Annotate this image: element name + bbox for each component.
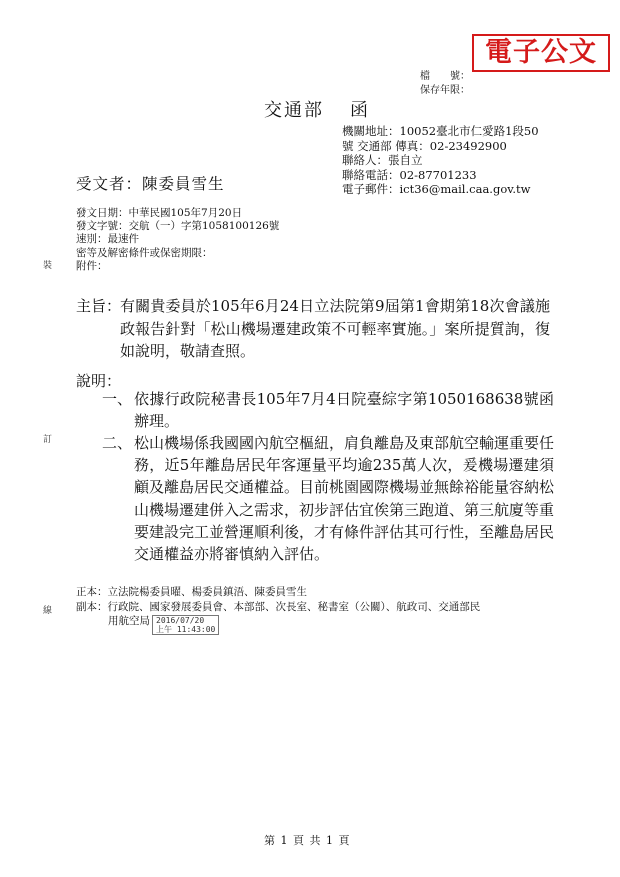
dispatch-meta bbox=[76, 207, 279, 273]
copy-recipients-label: 副本： bbox=[76, 601, 108, 613]
document-title bbox=[264, 96, 370, 122]
subject-text: 有關貴委員於105年6月24日立法院第9屆第1會期第18次會議施政報告針對「松山機場遷建政策不可輕率實施。」案所提質詢，復如說明，敬請查照。 bbox=[120, 297, 550, 360]
explanation-item-text: 松山機場係我國國內航空樞紐，肩負離島及東部航空輸運重要任務，近5年離島居民年客運量平均逾235萬人次，爰機場遷建須顧及離島居民交通權益。目前桃園國際機場並無餘裕能量容納松山機場遷建併入之需求，初步評估宜俟第三跑道、第三航廈等重要建設完工並營運順利後，才有條件評估其可行性，至離島居民交通權益亦將審慎納入評估。 bbox=[134, 434, 555, 564]
explanation-item-number: 一、 bbox=[102, 390, 133, 408]
explanation-item-number: 二、 bbox=[102, 434, 133, 452]
contact-phone: 聯絡電話：02-87701233 bbox=[342, 167, 477, 182]
contact-email: 電子郵件：ict36@mail.caa.gov.tw bbox=[342, 182, 531, 197]
explanation-label: 說明： bbox=[76, 372, 122, 390]
secrecy-level: 密等及解密條件或保密期限： bbox=[76, 246, 213, 259]
contact-person: 聯絡人：張自立 bbox=[342, 153, 423, 168]
copy-recipients-text: 行政院、國家發展委員會、本部部、次長室、秘書室（公關）、航政司、交通部民 bbox=[107, 601, 481, 613]
title-organization: 交通部 bbox=[264, 100, 324, 121]
dispatch-reference-number: 發文字號：交航（一）字第1058100126號 bbox=[76, 220, 280, 233]
subject-label: 主旨： bbox=[76, 297, 122, 315]
explanation-item bbox=[102, 432, 562, 572]
agency-address: 機關地址：10052臺北市仁愛路1段50 bbox=[342, 124, 539, 138]
binding-mark-xian: 線 bbox=[43, 606, 53, 616]
main-recipients-text: 立法院楊委員曜、楊委員鎮浯、陳委員雪生 bbox=[107, 586, 307, 598]
copy-recipients bbox=[76, 601, 480, 615]
delivery-speed: 速別：最速件 bbox=[76, 233, 139, 246]
copy-recipients-continued bbox=[108, 615, 219, 635]
title-document-type: 函 bbox=[350, 100, 370, 121]
binding-mark-ding: 訂 bbox=[43, 435, 53, 445]
copy-recipients-text-continued: 用航空局 bbox=[108, 615, 150, 627]
file-number-label: 檔 號： bbox=[420, 71, 470, 82]
main-recipients bbox=[76, 586, 307, 600]
received-date-stamp bbox=[152, 615, 219, 635]
agency-fax: 號 交通部 傳真：02-23492900 bbox=[342, 138, 507, 153]
attachment: 附件： bbox=[76, 259, 108, 272]
electronic-document-stamp: 電子公文 bbox=[472, 34, 610, 72]
page-number: 第 1 頁 共 1 頁 bbox=[264, 834, 351, 847]
retention-period-label: 保存年限： bbox=[420, 85, 470, 96]
received-time: 上午 11:43:00 bbox=[156, 625, 216, 634]
contact-block bbox=[342, 124, 539, 197]
explanation-item bbox=[102, 388, 562, 434]
binding-mark-zhuang: 裝 bbox=[43, 261, 53, 271]
main-recipients-label: 正本： bbox=[76, 586, 108, 598]
recipient: 受文者：陳委員雪生 bbox=[76, 175, 225, 193]
received-date: 2016/07/20 bbox=[156, 616, 205, 625]
dispatch-date: 發文日期：中華民國105年7月20日 bbox=[76, 207, 243, 219]
explanation-item-text: 依據行政院秘書長105年7月4日院臺綜字第1050168638號函辦理。 bbox=[134, 390, 554, 431]
